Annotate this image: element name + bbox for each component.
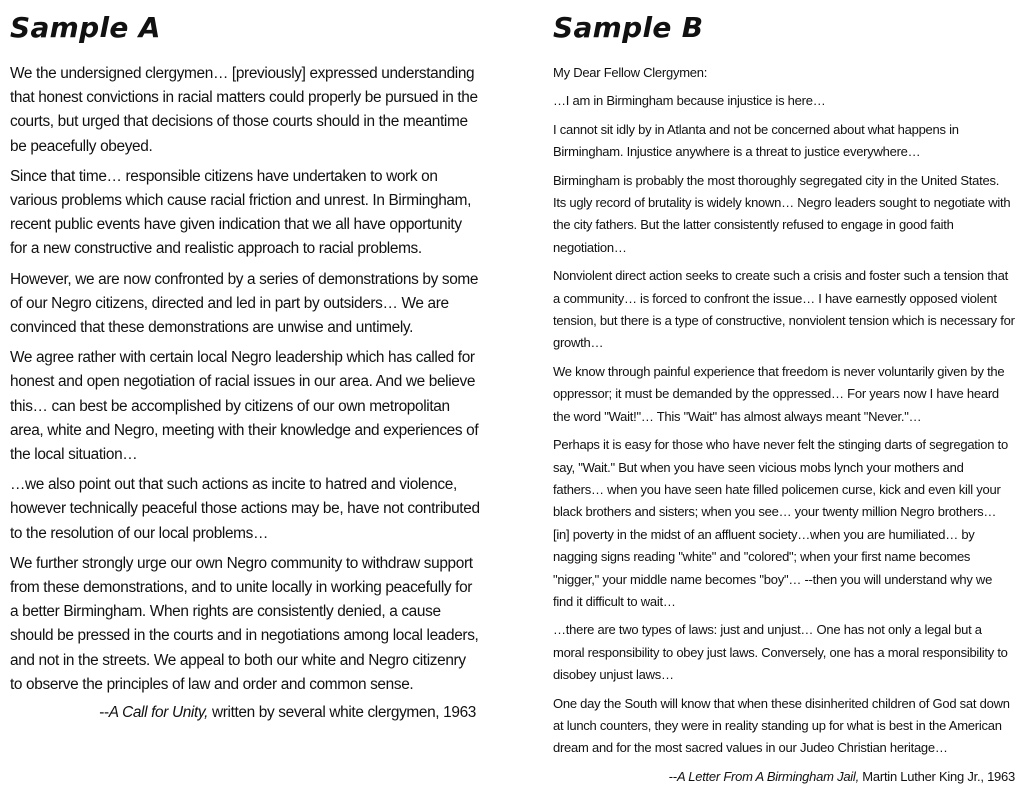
sample-b-citation [553,766,1015,788]
citation-source: written by several white clergymen, 1963 [208,704,476,722]
sample-a-citation [10,701,480,725]
sample-b-paragraph: Perhaps it is easy for those who have never felt the stinging darts of segregation to say, "Wait." But when you have seen vicious mobs lynch your mothers and fathers… when you have seen hate filled policemen curse, kick and even kill your black brothers and sisters; when you see… your twenty million Negro brothers… [in] poverty in the midst of an affluent society…when you are humiliated… by nagging signs reading "white" and "colored"; when your first name becomes "nigger," your middle name becomes "boy"… --then you will understand why we find it difficult to wait… [553,437,1008,609]
sample-b-paragraph: …I am in Birmingham because injustice is here… [553,93,826,109]
citation-prefix: -- [99,704,109,722]
sample-a-paragraph: We agree rather with certain local Negro leadership which has called for honest and open negotiation of racial issues in our area. And we believe this… can best be accomplished by citizens of our own metropolitan area, white and Negro, meeting with their knowledge and experiences of the local situation… [10,349,479,464]
sample-a-paragraph: Since that time… responsible citizens have undertaken to work on various problems which cause racial friction and unrest. In Birmingham, recent public events have given indication that we all have opportunity for a new constructive and realistic approach to racial problems. [10,167,472,258]
citation-work-title: A Call for Unity, [108,704,209,722]
citation-source: Martin Luther King Jr., 1963 [858,768,1015,784]
sample-b-title: Sample B [553,11,704,44]
sample-b-paragraph: …there are two types of laws: just and unjust… One has not only a legal but a moral responsibility to obey just laws. Conversely, one has a moral responsibility to disobey unjust laws… [553,622,1008,683]
sample-a-paragraph: However, we are now confronted by a series of demonstrations by some of our Negro citizens, directed and led in part by outsiders… We are convinced that these demonstrations are unwise and untimely. [10,270,479,337]
sample-b-column [553,0,1015,788]
sample-b-paragraph: We know through painful experience that freedom is never voluntarily given by the oppressor; it must be demanded by the oppressed… For years now I have heard the word "Wait!"… This "Wait" has almost always meant "Never."… [553,363,1005,424]
sample-b-paragraph: One day the South will know that when these disinherited children of God sat down at lunch counters, they were in reality standing up for what is best in the American dream and for the most sacred values in our Judeo Christian heritage… [553,695,1010,756]
sample-b-paragraph: I cannot sit idly by in Atlanta and not be concerned about what happens in Birmingham. Injustice anywhere is a threat to justice everywhere… [553,121,959,160]
sample-a-column [10,0,480,725]
citation-prefix: -- [668,768,677,784]
sample-a-paragraph: We further strongly urge our own Negro community to withdraw support from these demonstrations, and to unite locally in working peacefully for a better Birmingham. When rights are consistently denied, a cause should be pressed in the courts and in negotiations among local leaders, and not in the streets. We appeal to both our white and Negro citizenry to observe the principles of law and order and common sense. [10,554,479,693]
sample-b-paragraph: My Dear Fellow Clergymen: [553,65,708,80]
sample-b-paragraph: Birmingham is probably the most thoroughly segregated city in the United States. Its ugly record of brutality is widely known… Negro leaders sought to negotiate with the city fathers. But the latter consistently refused to engage in good faith negotiation… [553,172,1011,255]
sample-a-paragraph: …we also point out that such actions as incite to hatred and violence, however technically peaceful those actions may be, have not contributed to the resolution of our local problems… [10,476,480,542]
sample-a-title: Sample A [10,11,161,44]
sample-a-paragraph: We the undersigned clergymen… [previously] expressed understanding that honest convictions in racial matters could properly be pursued in the courts, but urged that decisions of those courts should in the meantime be peacefully obeyed. [10,65,478,155]
citation-work-title: A Letter From A Birmingham Jail, [676,768,859,784]
sample-b-paragraph: Nonviolent direct action seeks to create such a crisis and foster such a tension that a community… is forced to confront the issue… I have earnestly opposed violent tension, but there is a type of constructive, nonviolent tension which is necessary for growth… [553,268,1015,351]
